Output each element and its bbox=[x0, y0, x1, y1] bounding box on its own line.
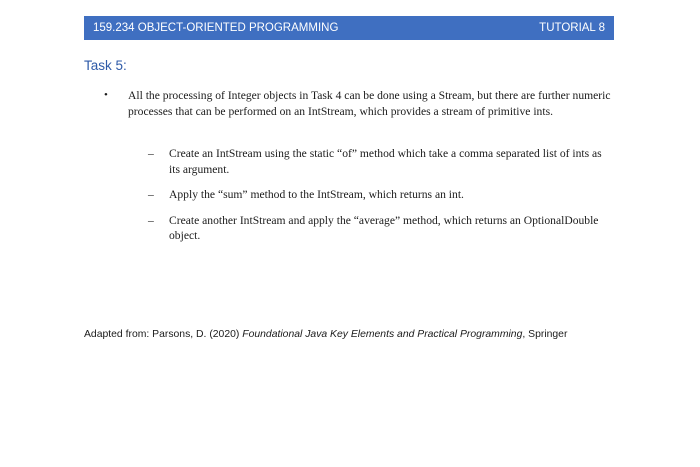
subitem-list bbox=[148, 146, 614, 254]
course-title: 159.234 OBJECT-ORIENTED PROGRAMMING bbox=[93, 22, 339, 34]
subitem-text: Apply the “sum” method to the IntStream, which returns an int. bbox=[169, 188, 464, 201]
list-item bbox=[148, 213, 614, 244]
dash-icon: – bbox=[148, 188, 154, 201]
header-bar bbox=[84, 16, 614, 40]
bullet-icon: • bbox=[104, 89, 108, 101]
list-item bbox=[148, 187, 614, 203]
list-item bbox=[148, 146, 614, 177]
subitem-text: Create an IntStream using the static “of” method which take a comma separated list of ints as its argument. bbox=[169, 147, 602, 176]
citation-prefix: Adapted from: Parsons, D. (2020) bbox=[84, 329, 243, 340]
dash-icon: – bbox=[148, 147, 154, 160]
citation-suffix: , Springer bbox=[522, 329, 568, 340]
citation-title: Foundational Java Key Elements and Practical Programming bbox=[242, 329, 523, 340]
citation bbox=[84, 329, 644, 340]
subitem-text: Create another IntStream and apply the “average” method, which returns an OptionalDouble object. bbox=[169, 213, 599, 242]
dash-icon: – bbox=[148, 213, 154, 227]
bullet-text: All the processing of Integer objects in Task 4 can be done using a Stream, but there are further numeric processes that can be performed on an IntStream, which provides a stream of primitive ints. bbox=[128, 89, 611, 118]
task-heading: Task 5: bbox=[84, 58, 127, 73]
tutorial-label: TUTORIAL 8 bbox=[539, 22, 605, 34]
